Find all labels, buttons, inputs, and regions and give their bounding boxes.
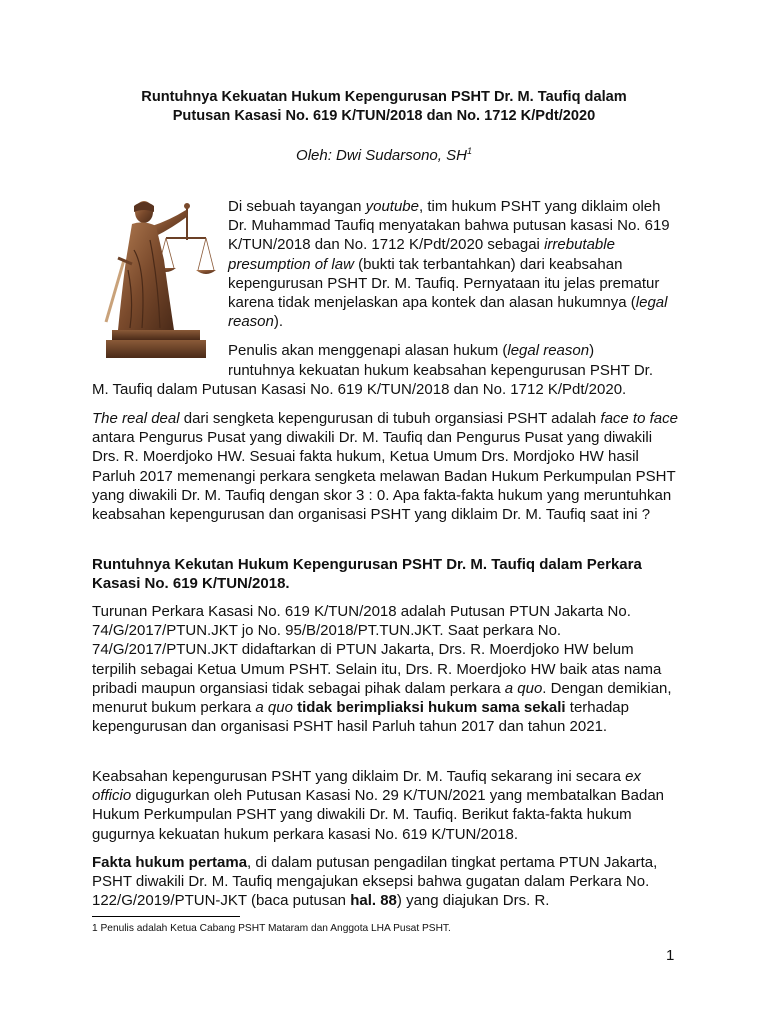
footnote-separator [92, 916, 240, 917]
title-line-2: Putusan Kasasi No. 619 K/TUN/2018 dan No. 1712 K/Pdt/2020 [172, 108, 596, 124]
paragraph-keabsahan: Keabsahan kepengurusan PSHT yang diklaim Dr. M. Taufiq sekarang ini secara ex officio digugurkan oleh Putusan Kasasi No. 29 K/TUN/2021 yang membatalkan Badan Hukum Perkumpulan PSHT yang diwakili Dr. M. Taufiq. Berikut fakta-fakta hukum gugurnya kekuatan hukum perkara kasasi No. 619 K/TUN/2018. [92, 768, 665, 843]
paragraph-fakta-hukum-pertama: Fakta hukum pertama, di dalam putusan pengadilan tingkat pertama PTUN Jakarta, PSHT diwakili Dr. M. Taufiq mengajukan eksepsi bahwa gugatan dalam Perkara No. 122/G/2019/PTUN-JKT (baca putusan hal. 88) yang diajukan Drs. R. [92, 854, 658, 910]
author-name: Oleh: Dwi Sudarsono, SH [296, 147, 467, 164]
author-line [92, 141, 676, 166]
intro-paragraph-2-line-3: M. Taufiq dalam Putusan Kasasi No. 619 K/TUN/2018 dan No. 1712 K/Pdt/2020. [92, 381, 627, 398]
title-line-1: Runtuhnya Kekuatan Hukum Kepengurusan PSHT Dr. M. Taufiq dalam [141, 89, 627, 105]
lady-justice-image [94, 190, 218, 362]
document-title [92, 88, 676, 126]
intro-paragraph-1: Di sebuah tayangan youtube, tim hukum PSHT yang diklaim oleh Dr. Muhammad Taufiq menyatakan bahwa putusan kasasi No. 619 K/TUN/2018 dan No. 1712 K/Pdt/2020 sebagai irrebutable presumption of law (bukti tak terbantahkan) dari keabsahan kepengurusan PSHT Dr. M. Taufiq. Pernyataan itu jelas prematur karena tidak menjelaskan apa kontek dan alasan hukumnya (legal reason). [228, 198, 670, 331]
intro-paragraph-2-line-2: runtuhnya kekuatan hukum keabsahan kepengurusan PSHT Dr. [228, 362, 653, 379]
footnote-marker[interactable]: 1 [466, 146, 472, 156]
paragraph-turunan-perkara: Turunan Perkara Kasasi No. 619 K/TUN/2018 adalah Putusan PTUN Jakarta No. 74/G/2017/PTUN.JKT jo No. 95/B/2018/PT.TUN.JKT. Saat perkara No. 74/G/2017/PTUN.JKT didaftarkan di PTUN Jakarta, Drs. R. Moerdjoko HW belum terpilih sebagai Ketua Umum PSHT. Selain itu, Drs. R. Moerdjoko HW baik atas nama pribadi maupun organsiasi tidak sebagai pihak dalam perkara a quo. Dengan demikian, menurut bukum perkara a quo tidak berimpliaksi hukum sama sekali terhadap kepengurusan dan organisasi PSHT hasil Parluh tahun 2017 dan tahun 2021. [92, 603, 672, 736]
section-heading: Runtuhnya Kekutan Hukum Kepengurusan PSHT Dr. M. Taufiq dalam Perkara Kasasi No. 619 K/TUN/2018. [92, 556, 642, 593]
paragraph-real-deal: The real deal dari sengketa kepengurusan di tubuh organsiasi PSHT adalah face to face antara Pengurus Pusat yang diwakili Dr. M. Taufiq dan Pengurus Pusat yang diwakili Drs. R. Moerdjoko HW. Sesuai fakta hukum, Ketua Umum Drs. Mordjoko HW hasil Parluh 2017 memenangi perkara sengketa melawan Badan Hukum Perkumpulan PSHT yang diwakili Dr. M. Taufiq dengan skor 3 : 0. Apa fakta-fakta hukum yang meruntuhkan keabsahan kepengurusan dan organisasi PSHT yang diklaim Dr. M. Taufiq saat ini ? [92, 410, 678, 524]
footnote: 1 Penulis adalah Ketua Cabang PSHT Mataram dan Anggota LHA Pusat PSHT. [92, 923, 451, 934]
page-number: 1 [666, 947, 675, 964]
intro-paragraph-2-line-1: Penulis akan menggenapi alasan hukum (legal reason) [228, 342, 595, 359]
